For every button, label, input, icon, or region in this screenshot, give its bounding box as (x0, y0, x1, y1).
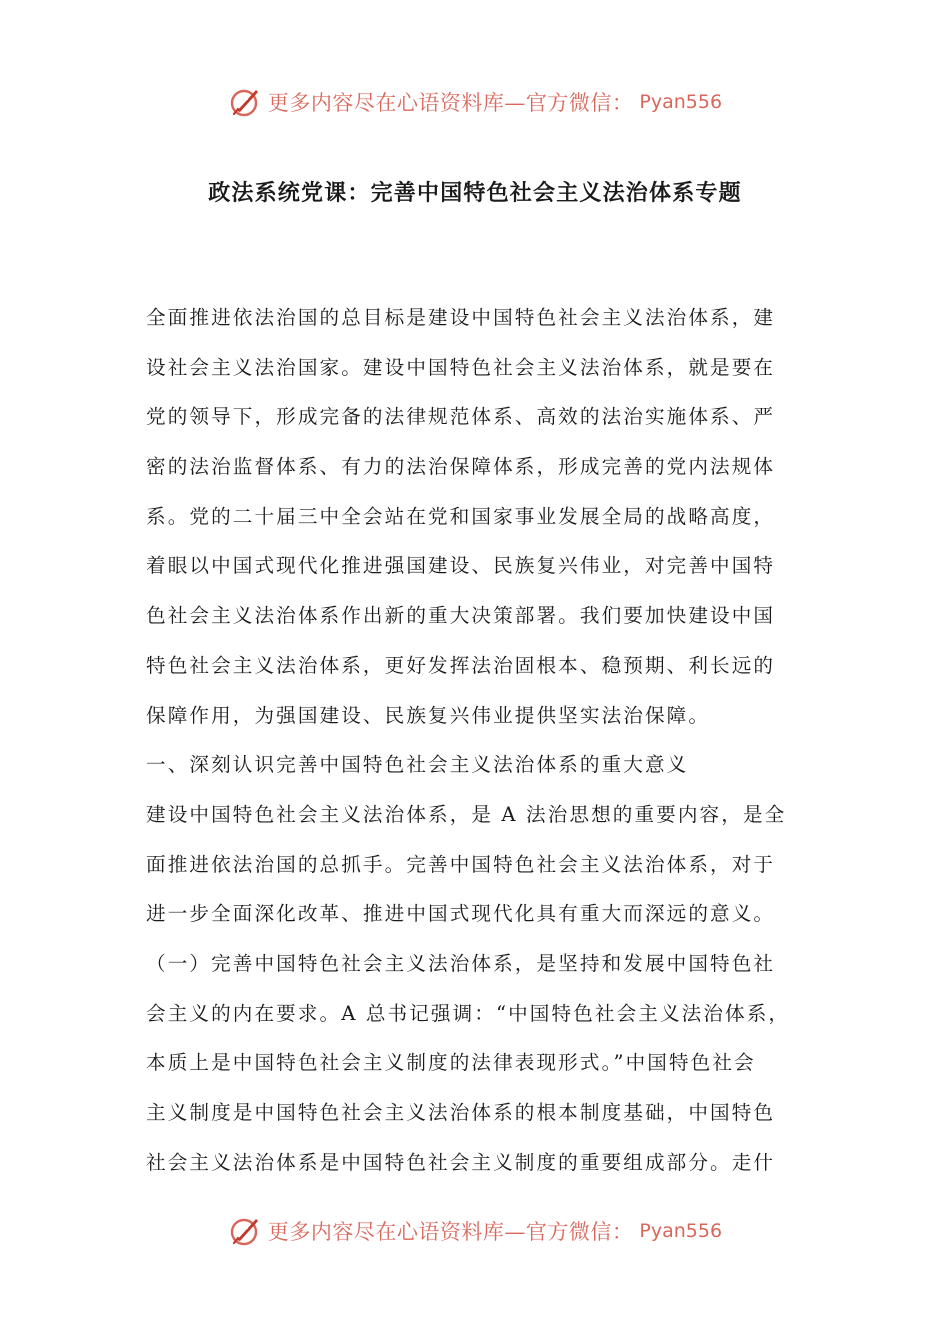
watermark-text: 更多内容尽在心语资料库—官方微信： (267, 91, 634, 115)
header-watermark (0, 82, 950, 122)
watermark-wechat-id: Pyan556 (639, 1220, 723, 1242)
body-line: 保障作用，为强国建设、民族复兴伟业提供坚实法治保障。 (146, 703, 711, 727)
body-line: 进一步全面深化改革、推进中国式现代化具有重大而深远的意义。 (146, 902, 776, 926)
body-line: 着眼以中国式现代化推进强国建设、民族复兴伟业，对完善中国特 (146, 554, 776, 578)
body-line: 主义制度是中国特色社会主义法治体系的根本制度基础，中国特色 (146, 1101, 776, 1124)
body-line: 面推进依法治国的总抓手。完善中国特色社会主义法治体系，对于 (146, 852, 776, 876)
document-title: 政法系统党课：完善中国特色社会主义法治体系专题 (208, 181, 742, 206)
section-heading: 一、深刻认识完善中国特色社会主义法治体系的重大意义 (146, 753, 689, 777)
body-line: 建设中国特色社会主义法治体系，是 A 法治思想的重要内容，是全 (146, 802, 787, 826)
watermark-wechat-id: Pyan556 (639, 91, 723, 113)
document-body (146, 293, 810, 1187)
body-line: 本质上是中国特色社会主义制度的法律表现形式。”中国特色社会 (146, 1051, 756, 1075)
body-line: 社会主义法治体系是中国特色社会主义制度的重要组成部分。走什 (146, 1150, 776, 1174)
quill-pen-logo-icon (228, 85, 262, 119)
body-line: 设社会主义法治国家。建设中国特色社会主义法治体系，就是要在 (146, 355, 776, 379)
body-line: 会主义的内在要求。A 总书记强调：“中国特色社会主义法治体系， (146, 1001, 791, 1025)
body-line: 全面推进依法治国的总目标是建设中国特色社会主义法治体系，建 (146, 306, 776, 329)
body-line: 色社会主义法治体系作出新的重大决策部署。我们要加快建设中国 (146, 604, 776, 628)
watermark-text: 更多内容尽在心语资料库—官方微信： (267, 1220, 634, 1244)
quill-pen-logo-icon (228, 1214, 262, 1248)
body-line: 密的法治监督体系、有力的法治保障体系，形成完善的党内法规体 (146, 455, 776, 479)
footer-watermark (0, 1211, 950, 1251)
subsection-line: （一）完善中国特色社会主义法治体系，是坚持和发展中国特色社 (146, 951, 776, 975)
body-line: 特色社会主义法治体系，更好发挥法治固根本、稳预期、利长远的 (146, 653, 776, 677)
body-line: 党的领导下，形成完备的法律规范体系、高效的法治实施体系、严 (146, 405, 776, 429)
body-line: 系。党的二十届三中全会站在党和国家事业发展全局的战略高度， (146, 504, 776, 528)
